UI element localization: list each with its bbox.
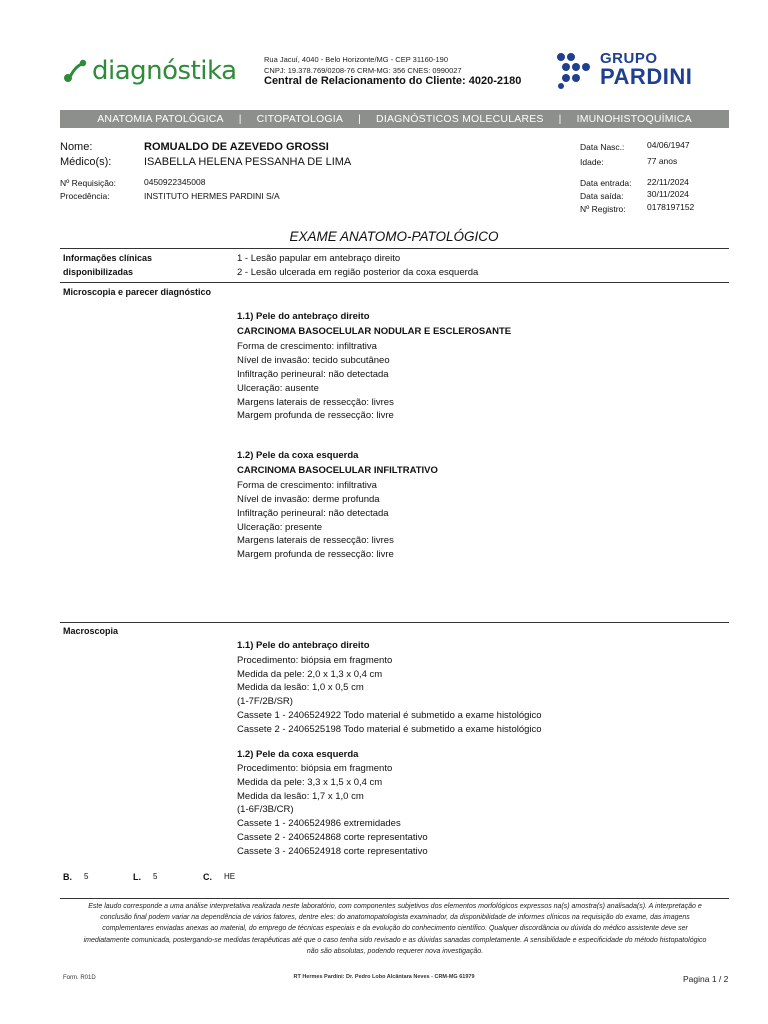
requisicao-label: Nº Requisição: — [60, 178, 117, 188]
exam-title: EXAME ANATOMO-PATOLÓGICO — [289, 229, 499, 244]
microscopy-line: Margem profunda de ressecção: livre — [237, 549, 394, 560]
data-saida-label: Data saída: — [580, 191, 624, 201]
medico-label: Médico(s): — [60, 156, 112, 168]
divider — [60, 248, 729, 249]
microscopy-diagnosis: CARCINOMA BASOCELULAR INFILTRATIVO — [237, 465, 438, 476]
microscopy-line: Infiltração perineural: não detectada — [237, 508, 389, 519]
macroscopy-line: Cassete 3 - 2406524918 corte representativo — [237, 846, 428, 857]
microscopy-heading: 1.1) Pele do antebraço direito — [237, 311, 370, 322]
macroscopy-line: Cassete 1 - 2406524986 extremidades — [237, 818, 401, 829]
microscopy-line: Infiltração perineural: não detectada — [237, 369, 389, 380]
diagnostika-logo — [62, 52, 237, 90]
block-count — [63, 872, 88, 882]
slide-count — [133, 872, 157, 882]
requisicao-value: 0450922345008 — [144, 177, 206, 187]
microscopy-line: Margens laterais de ressecção: livres — [237, 397, 394, 408]
microscopy-line: Margens laterais de ressecção: livres — [237, 535, 394, 546]
microscopy-label: Microscopia e parecer diagnóstico — [63, 287, 212, 297]
macroscopy-line: Medida da lesão: 1,0 x 0,5 cm — [237, 682, 364, 693]
registro-label: Nº Registro: — [580, 204, 626, 214]
macroscopy-heading: 1.2) Pele da coxa esquerda — [237, 749, 359, 760]
nav-separator: | — [238, 113, 242, 125]
form-code: Form. R01D — [63, 975, 96, 981]
microscopy-line: Nível de invasão: derme profunda — [237, 494, 380, 505]
data-nasc-label: Data Nasc.: — [580, 142, 625, 152]
macroscopy-line: Procedimento: biópsia em fragmento — [237, 763, 393, 774]
microscopy-line: Margem profunda de ressecção: livre — [237, 410, 394, 421]
macroscopy-line: Cassete 2 - 2406524868 corte representativo — [237, 832, 428, 843]
idade-value: 77 anos — [647, 156, 678, 166]
specialty-bar — [60, 110, 729, 128]
slide-count-value: 5 — [153, 872, 158, 881]
idade-label: Idade: — [580, 157, 604, 167]
central-relacionamento: Central de Relacionamento do Cliente: 4020-2180 — [264, 75, 522, 87]
slide-count-label: L. — [133, 872, 141, 882]
nav-diagnosticos: DIAGNÓSTICOS MOLECULARES — [376, 113, 544, 125]
data-entrada-value: 22/11/2024 — [647, 177, 689, 187]
grupo-pardini-logo — [554, 49, 692, 89]
macroscopy-line: Medida da pele: 3,3 x 1,5 x 0,4 cm — [237, 777, 383, 788]
divider — [60, 898, 729, 899]
stain — [203, 872, 235, 882]
microscopy-line: Ulceração: presente — [237, 522, 323, 533]
block-count-label: B. — [63, 872, 72, 882]
stain-value: HE — [224, 872, 236, 881]
pardini-dots-icon — [554, 49, 594, 89]
nav-imuno: IMUNOHISTOQUÍMICA — [576, 113, 692, 125]
disclaimer-text: Este laudo corresponde a uma análise interpretativa realizada neste laboratório, com componentes subjetivos dos elementos morfológicos expressos na(s) amostra(s) analisada(s). A interpretação e conclusão final podem variar na dependência de vários fatores, dentre eles: do anatomopatologista examinador, da disponibilidade de informes clínicos na requisição do exame, das imagens complementares enviadas anexas ao material, do emprego de técnicas especiais e da evolução do conhecimento científico. Qualquer discordância ou dúvida do médico assistente deve ser imediatamente comunicada, postergando-se medidas terapêuticas até que o caso tenha sido revisado e as dúvidas sanadas completamente. A sensibilidade e especificidade do método histopatológico não são absolutas, podendo requerer nova investigação. — [83, 903, 707, 955]
macroscopy-line: (1-7F/2B/SR) — [237, 696, 293, 707]
clinical-line: 1 - Lesão papular em antebraço direito — [237, 253, 401, 264]
address-line-1: Rua Jacuí, 4040 - Belo Horizonte/MG - CEP 31160-190 — [264, 55, 448, 64]
macroscopy-line: Cassete 1 - 2406524922 Todo material é submetido a exame histológico — [237, 710, 542, 721]
microscopy-line: Nível de invasão: tecido subcutâneo — [237, 355, 390, 366]
macroscopy-line: Medida da lesão: 1,7 x 1,0 cm — [237, 791, 364, 802]
address-line-2: CNPJ: 19.378.769/0208-76 CRM-MG: 356 CNES: 0990027 — [264, 66, 462, 75]
logo-pardini-text: PARDINI — [600, 63, 693, 89]
diagnostika-logo-text: diagnóstika — [92, 56, 237, 86]
macroscopy-heading: 1.1) Pele do antebraço direito — [237, 640, 370, 651]
microscopy-line: Ulceração: ausente — [237, 383, 319, 394]
macroscopy-line: Procedimento: biópsia em fragmento — [237, 655, 393, 666]
diagnostika-logo-icon — [62, 58, 88, 84]
microscopy-line: Forma de crescimento: infiltrativa — [237, 341, 377, 352]
data-entrada-label: Data entrada: — [580, 178, 632, 188]
macroscopy-line: (1-6F/3B/CR) — [237, 804, 294, 815]
patient-name: ROMUALDO DE AZEVEDO GROSSI — [144, 141, 329, 153]
nav-citopatologia: CITOPATOLOGIA — [256, 113, 344, 125]
logo-grupo-text: GRUPO — [600, 49, 658, 67]
nav-separator: | — [358, 113, 362, 125]
data-nasc-value: 04/06/1947 — [647, 140, 690, 150]
clinical-line: 2 - Lesão ulcerada em região posterior da coxa esquerda — [237, 267, 479, 278]
procedencia-value: INSTITUTO HERMES PARDINI S/A — [144, 191, 280, 201]
doctor-name: ISABELLA HELENA PESSANHA DE LIMA — [144, 156, 352, 168]
page-number: Pagina 1 / 2 — [683, 974, 729, 984]
nav-anatomia: ANATOMIA PATOLÓGICA — [97, 113, 224, 125]
macroscopy-line: Cassete 2 - 2406525198 Todo material é submetido a exame histológico — [237, 724, 542, 735]
data-saida-value: 30/11/2024 — [647, 189, 689, 199]
lab-address — [264, 54, 462, 76]
nome-label: Nome: — [60, 141, 93, 153]
microscopy-heading: 1.2) Pele da coxa esquerda — [237, 450, 359, 461]
procedencia-label: Procedência: — [60, 191, 110, 201]
stain-label: C. — [203, 872, 212, 882]
clinical-info-label: Informações clínicas disponibilizadas — [63, 253, 153, 277]
block-count-value: 5 — [84, 872, 89, 881]
macroscopy-label: Macroscopia — [63, 626, 119, 636]
divider — [60, 282, 729, 283]
registro-value: 0178197152 — [647, 202, 695, 212]
microscopy-line: Forma de crescimento: infiltrativa — [237, 480, 377, 491]
microscopy-diagnosis: CARCINOMA BASOCELULAR NODULAR E ESCLEROSANTE — [237, 326, 512, 337]
responsible-technician: RT Hermes Pardini: Dr. Pedro Lobo Alcântara Neves - CRM-MG 61979 — [293, 974, 475, 980]
macroscopy-line: Medida da pele: 2,0 x 1,3 x 0,4 cm — [237, 669, 383, 680]
nav-separator: | — [558, 113, 562, 125]
divider — [60, 622, 729, 623]
